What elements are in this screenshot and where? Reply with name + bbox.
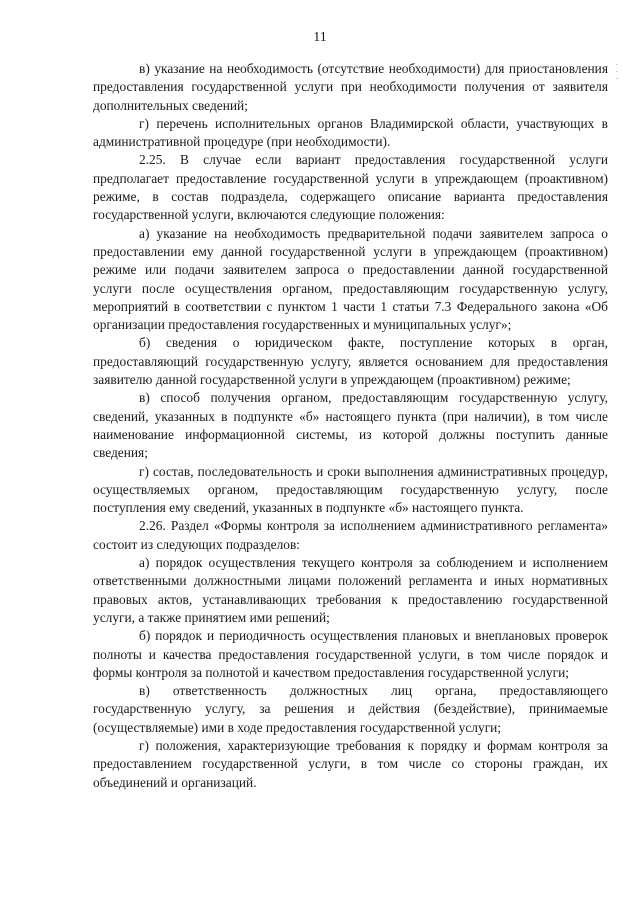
paragraph-2-26-a: а) порядок осуществления текущего контроля за соблюдением и исполнением ответственными должностными лицами положений регламента и иных нормативных правовых актов, устанавливающих требования к предоставлению государственной услуги, а также принятием ими решений; (93, 555, 608, 625)
scan-margin-mark: · · · (615, 61, 619, 83)
paragraph-2-26-b: б) порядок и периодичность осуществления плановых и внеплановых проверок полноты и качества предоставления государственной услуги, в том числе порядок и формы контроля за полнотой и качеством предоставления государственной услуги; (93, 628, 608, 680)
paragraph-2-26: 2.26. Раздел «Формы контроля за исполнением административного регламента» состоит из следующих подразделов: (93, 518, 608, 552)
page-number: 11 (313, 30, 327, 45)
paragraph-2-26-g: г) положения, характеризующие требования к порядку и формам контроля за предоставлением государственной услуги, в том числе со стороны граждан, их объединений и организаций. (93, 737, 608, 790)
document-body (93, 60, 608, 792)
paragraph-2-25-a: а) указание на необходимость предварительной подачи заявителем запроса о предоставлении ему данной государственной услуги в упреждающем (проактивном) режиме или подачи заявителем запроса о предоставлении данной государственной услуги после осуществления органом, предоставляющим государственную услугу, мероприятий в соответствии с пунктом 1 части 1 статьи 7.3 Федерального закона «Об организации предоставления государственных и муниципальных услуг»; (93, 225, 608, 333)
paragraph-2-25-b: б) сведения о юридическом факте, поступление которых в орган, предоставляющий государственную услугу, является основанием для предоставления заявителю данной государственной услуги в упреждающем (проактивном) режиме; (93, 335, 608, 388)
paragraph-2-26-v: в) ответственность должностных лиц органа, предоставляющего государственную услугу, за решения и действия (бездействие), принимаемые (осуществляемые) ими в ходе предоставления государственной услуги; (93, 683, 608, 735)
paragraph-2-24-v: в) указание на необходимость (отсутствие необходимости) для приостановления предоставления государственной услуги при необходимости получения от заявителя дополнительных сведений; (93, 61, 608, 113)
paragraph-2-25-g: г) состав, последовательность и сроки выполнения административных процедур, осуществляемых органом, предоставляющим государственную услугу, после поступления ему сведений, указанных в подпункте «б» настоящего пункта. (93, 463, 608, 516)
paragraph-2-24-g: г) перечень исполнительных органов Владимирской области, участвующих в административной процедуре (при необходимости). (93, 115, 608, 150)
paragraph-2-25: 2.25. В случае если вариант предоставления государственной услуги предполагает предоставление государственной услуги в упреждающем (проактивном) режиме, в состав подраздела, содержащего описание варианта предоставления государственной услуги, включаются следующие положения: (93, 152, 608, 223)
paragraph-2-25-v: в) способ получения органом, предоставляющим государственную услугу, сведений, указанных в подпункте «б» настоящего пункта (при наличии), в том числе наименование информационной системы, из которой должны поступить данные сведения; (93, 390, 608, 461)
